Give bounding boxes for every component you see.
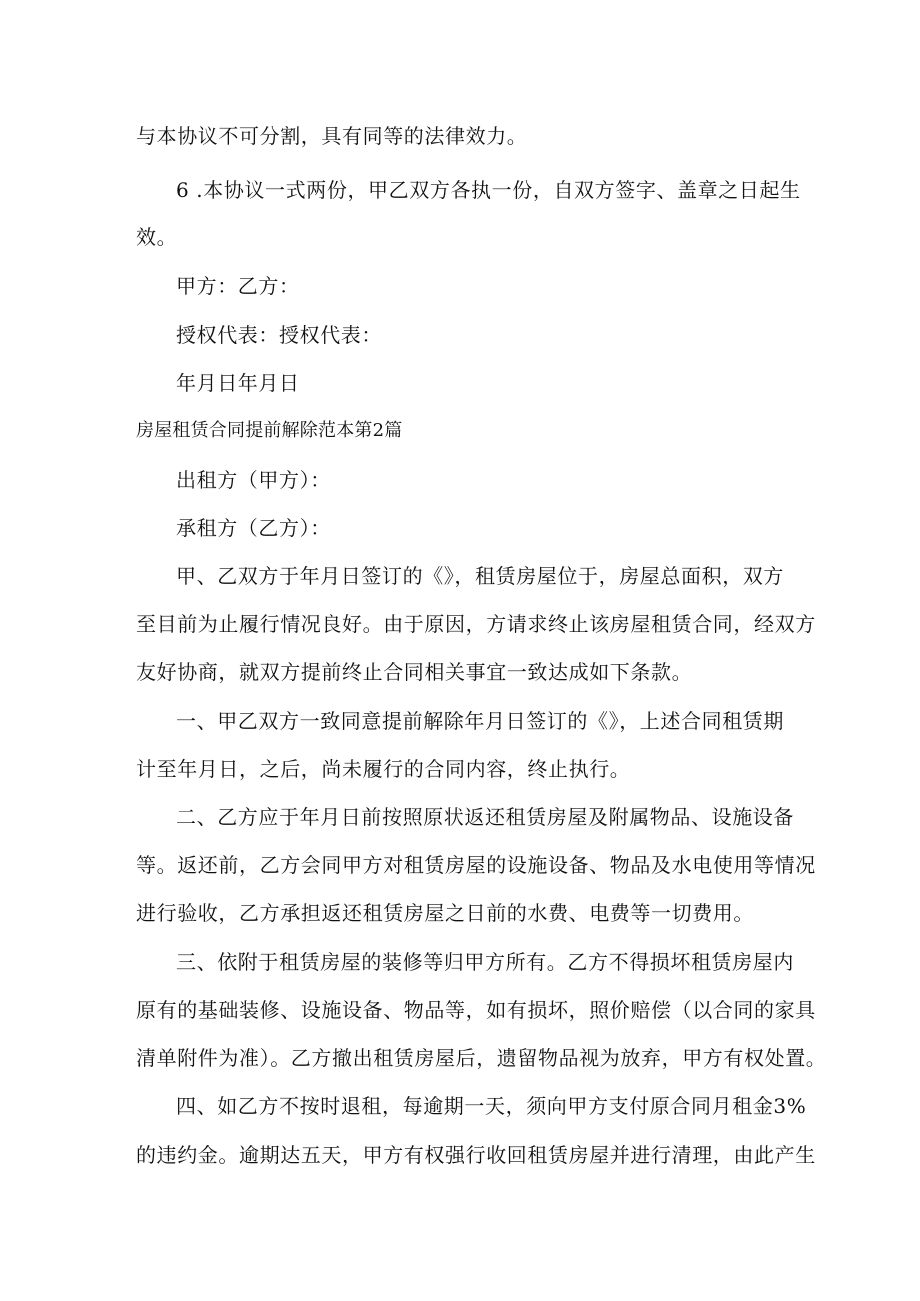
text-line: 与本协议不可分割，具有同等的法律效力。: [136, 124, 528, 148]
text-line: 四、如乙方不按时退租，每逾期一天，须向甲方支付原合同月租金3%: [176, 1094, 807, 1118]
text-line: 进行验收，乙方承担返还租赁房屋之日前的水费、电费等一切费用。: [136, 901, 754, 925]
text-line: 清单附件为准）。乙方撤出租赁房屋后，遗留物品视为放弃，甲方有权处置。: [136, 1046, 827, 1070]
section-title: 房屋租赁合同提前解除范本第2篇: [136, 420, 403, 441]
text-line: 年月日年月日: [176, 371, 300, 395]
text-line: 友好协商，就双方提前终止合同相关事宜一致达成如下条款。: [136, 660, 693, 684]
text-line: 计至年月日，之后，尚未履行的合同内容，终止执行。: [136, 757, 631, 781]
text-line: 甲方：乙方：: [176, 274, 300, 298]
text-line: 甲、乙双方于年月日签订的《》，租赁房屋位于，房屋总面积，双方: [176, 564, 784, 588]
text-line: 承租方（乙方）：: [176, 516, 331, 540]
text-line: 6 .本协议一式两份，甲乙双方各执一份，自双方签字、盖章之日起生: [176, 178, 801, 202]
text-line: 等。返还前，乙方会同甲方对租赁房屋的设施设备、物品及水电使用等情况: [136, 853, 816, 877]
text-line: 至目前为止履行情况良好。由于原因，方请求终止该房屋租赁合同，经双方: [136, 612, 816, 636]
text-line: 三、依附于租赁房屋的装修等归甲方所有。乙方不得损坏租赁房屋内: [176, 950, 794, 974]
text-line: 授权代表：授权代表：: [176, 323, 382, 347]
text-line: 二、乙方应于年月日前按照原状返还租赁房屋及附属物品、设施设备: [176, 805, 794, 829]
text-line: 出租方（甲方）：: [176, 468, 331, 492]
text-line: 一、甲乙双方一致同意提前解除年月日签订的《》，上述合同租赁期: [176, 709, 784, 733]
text-line: 原有的基础装修、设施设备、物品等，如有损坏，照价赔偿（以合同的家具: [136, 998, 816, 1022]
text-line: 的违约金。逾期达五天，甲方有权强行收回租赁房屋并进行清理，由此产生: [136, 1143, 816, 1167]
text-line: 效。: [136, 225, 178, 249]
